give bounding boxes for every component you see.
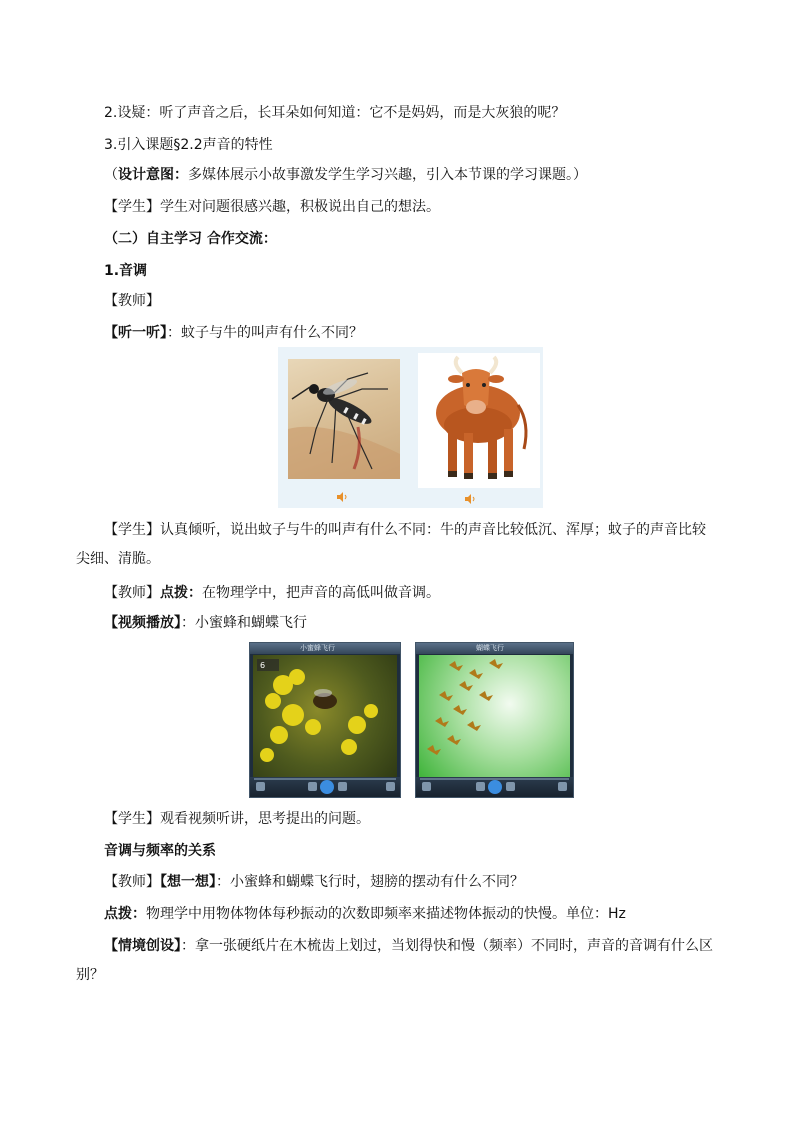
video-play-label: 【视频播放】	[104, 615, 181, 631]
video-play-text: ：小蜜蜂和蝴蝶飞行	[181, 615, 307, 631]
prev-icon[interactable]	[476, 782, 485, 791]
student-answer-paragraph: 【学生】认真倾听，说出蚊子与牛的叫声有什么不同：牛的声音比较低沉、浑厚；蚊子的声音比较尖细、清脆。	[76, 522, 706, 567]
bee-video-frame	[253, 655, 397, 777]
think-line	[104, 872, 524, 892]
svg-text:6: 6	[260, 661, 266, 670]
player-titlebar	[250, 643, 400, 654]
section-heading: （二）自主学习 合作交流：	[104, 231, 277, 247]
mosquito-image	[288, 359, 400, 479]
frequency-tip-text: 物理学中用物体物体每秒振动的次数即频率来描述物体振动的快慢。单位：Hz	[146, 906, 626, 922]
play-icon[interactable]	[320, 780, 334, 794]
think-text: ：小蜜蜂和蝴蝶飞行时，翅膀的摆动有什么不同？	[216, 874, 524, 890]
think-label: 【想一想】	[160, 874, 216, 890]
frequency-tip-label: 点拨：	[104, 906, 146, 922]
next-icon[interactable]	[338, 782, 347, 791]
tip-label: 点拨：	[160, 585, 202, 601]
fullscreen-icon[interactable]	[386, 782, 395, 791]
subsection-heading: 1.音调	[104, 263, 148, 279]
cow-image	[418, 353, 540, 488]
text-line-1: 2.设疑：听了声音之后，长耳朵如何知道：它不是妈妈，而是大灰狼的呢？	[104, 105, 566, 121]
player-controls	[250, 777, 400, 797]
stop-icon[interactable]	[422, 782, 431, 791]
mosquito-cow-figure	[278, 347, 543, 508]
butterfly-video-frame	[419, 655, 570, 777]
design-intent-label: 设计意图：	[118, 167, 188, 183]
speaker-icon[interactable]	[464, 493, 476, 505]
pitch-frequency-heading: 音调与频率的关系	[104, 843, 216, 859]
text-line-2: 3.引入课题§2.2声音的特性	[104, 137, 273, 153]
tip-text: 在物理学中，把声音的高低叫做音调。	[202, 585, 440, 601]
scenario-label: 【情境创设】	[104, 938, 181, 954]
video-play-line	[104, 613, 307, 633]
teacher-tip-line	[104, 583, 440, 603]
listen-text: ：蚊子与牛的叫声有什么不同？	[167, 325, 363, 341]
video-player-bee[interactable]	[249, 642, 401, 798]
player-title: 蝴蝶飞行	[476, 644, 504, 652]
scenario-paragraph	[76, 932, 716, 990]
design-intent-text: 多媒体展示小故事激发学生学习兴趣，引入本节课的学习课题。）	[188, 167, 587, 183]
design-intent-line	[104, 165, 587, 185]
text-line-4: 【学生】学生对问题很感兴趣，积极说出自己的想法。	[104, 199, 440, 215]
speaker-icon[interactable]	[336, 491, 348, 503]
frequency-tip-line	[104, 904, 626, 924]
teacher-label: 【教师】	[104, 874, 160, 890]
stop-icon[interactable]	[256, 782, 265, 791]
open-paren: （	[104, 167, 118, 183]
scenario-text: ：拿一张硬纸片在木梳齿上划过，当划得快和慢（频率）不同时，声音的音调有什么区别？	[76, 938, 713, 983]
player-title: 小蜜蜂飞行	[300, 644, 335, 652]
video-player-butterfly[interactable]	[415, 642, 574, 798]
play-icon[interactable]	[488, 780, 502, 794]
player-titlebar	[416, 643, 573, 654]
player-controls	[416, 777, 573, 797]
listen-label: 【听一听】	[104, 325, 167, 341]
listen-line	[104, 323, 363, 343]
text-line-7: 【教师】	[104, 293, 160, 309]
prev-icon[interactable]	[308, 782, 317, 791]
text-line-12: 【学生】观看视频听讲，思考提出的问题。	[104, 811, 370, 827]
fullscreen-icon[interactable]	[558, 782, 567, 791]
next-icon[interactable]	[506, 782, 515, 791]
teacher-label: 【教师】	[104, 585, 160, 601]
